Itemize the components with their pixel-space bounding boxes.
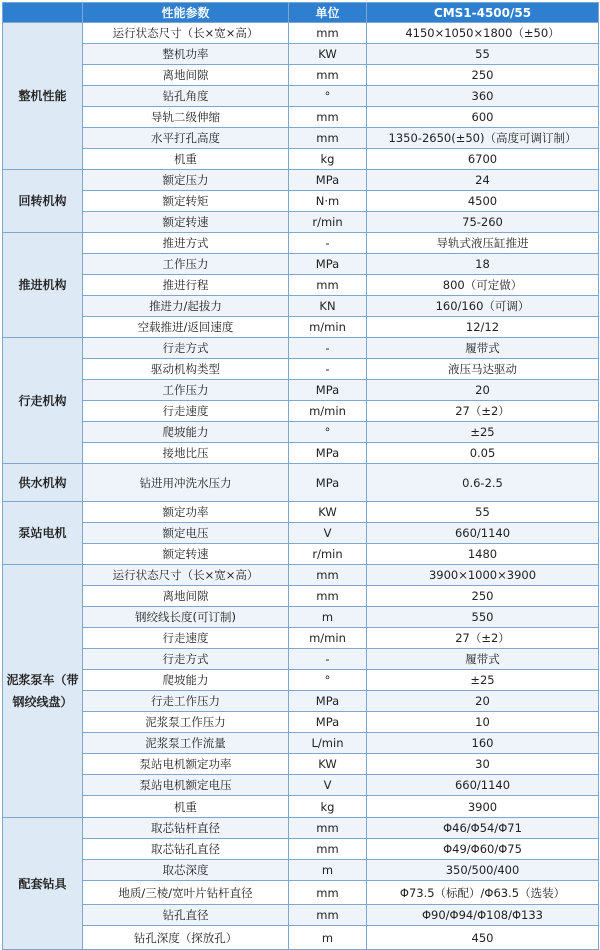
unit-cell: V — [289, 775, 367, 796]
value-cell: 履带式 — [367, 338, 599, 359]
table-row — [3, 649, 599, 670]
header-value: CMS1-4500/55 — [367, 3, 599, 23]
param-cell: 钢绞线长度(可订制) — [83, 607, 289, 628]
value-cell: Φ73.5（标配）/Φ63.5（选装） — [367, 881, 599, 905]
value-cell: Φ90/Φ94/Φ108/Φ133 — [367, 905, 599, 926]
table-row — [3, 380, 599, 401]
table-row — [3, 839, 599, 860]
unit-cell: ° — [289, 422, 367, 443]
table-row — [3, 926, 599, 950]
value-cell: 160/160（可调） — [367, 296, 599, 317]
param-cell: 钻进用冲洗水压力 — [83, 464, 289, 502]
value-cell: 6700 — [367, 149, 599, 170]
value-cell: 75-260 — [367, 212, 599, 233]
group-name: 泵站电机 — [3, 502, 83, 565]
param-cell: 工作压力 — [83, 380, 289, 401]
value-cell: 0.05 — [367, 443, 599, 464]
param-cell: 泵站电机额定电压 — [83, 775, 289, 796]
value-cell: 4500 — [367, 191, 599, 212]
unit-cell: m — [289, 926, 367, 950]
value-cell: 导轨式液压缸推进 — [367, 233, 599, 254]
table-row — [3, 170, 599, 191]
table-row — [3, 359, 599, 380]
unit-cell: mm — [289, 23, 367, 44]
table-row — [3, 254, 599, 275]
param-cell: 泥浆泵工作压力 — [83, 712, 289, 733]
table-row — [3, 775, 599, 796]
value-cell: 10 — [367, 712, 599, 733]
value-cell: Φ49/Φ60/Φ75 — [367, 839, 599, 860]
param-cell: 机重 — [83, 149, 289, 170]
table-row — [3, 905, 599, 926]
group-name: 行走机构 — [3, 338, 83, 464]
table-row — [3, 233, 599, 254]
unit-cell: V — [289, 523, 367, 544]
unit-cell: N·m — [289, 191, 367, 212]
unit-cell: r/min — [289, 544, 367, 565]
param-cell: 运行状态尺寸（长×宽×高） — [83, 565, 289, 586]
value-cell: 550 — [367, 607, 599, 628]
param-cell: 行走方式 — [83, 649, 289, 670]
unit-cell: MPa — [289, 464, 367, 502]
param-cell: 水平打孔高度 — [83, 128, 289, 149]
value-cell: 履带式 — [367, 649, 599, 670]
group-name: 泥浆泵车（带钢绞线盘） — [3, 565, 83, 818]
table-row — [3, 733, 599, 754]
unit-cell: kg — [289, 149, 367, 170]
group-name: 回转机构 — [3, 170, 83, 233]
unit-cell: KW — [289, 754, 367, 775]
param-cell: 推进行程 — [83, 275, 289, 296]
value-cell: 液压马达驱动 — [367, 359, 599, 380]
param-cell: 推进方式 — [83, 233, 289, 254]
unit-cell: - — [289, 338, 367, 359]
value-cell: 350/500/400 — [367, 860, 599, 881]
value-cell: 800（可定做） — [367, 275, 599, 296]
param-cell: 爬坡能力 — [83, 422, 289, 443]
param-cell: 钻孔角度 — [83, 86, 289, 107]
unit-cell: MPa — [289, 712, 367, 733]
unit-cell: MPa — [289, 254, 367, 275]
param-cell: 泵站电机额定功率 — [83, 754, 289, 775]
unit-cell: m/min — [289, 401, 367, 422]
value-cell: 3900×1000×3900 — [367, 565, 599, 586]
value-cell: 18 — [367, 254, 599, 275]
unit-cell: m/min — [289, 628, 367, 649]
table-row — [3, 317, 599, 338]
unit-cell: m — [289, 607, 367, 628]
unit-cell: kg — [289, 796, 367, 818]
value-cell: 20 — [367, 380, 599, 401]
table-row — [3, 881, 599, 905]
unit-cell: MPa — [289, 691, 367, 712]
table-row — [3, 607, 599, 628]
table-row — [3, 44, 599, 65]
value-cell: 250 — [367, 586, 599, 607]
table-row — [3, 691, 599, 712]
param-cell: 机重 — [83, 796, 289, 818]
unit-cell: KW — [289, 44, 367, 65]
unit-cell: MPa — [289, 170, 367, 191]
table-row — [3, 212, 599, 233]
unit-cell: ° — [289, 670, 367, 691]
value-cell: 24 — [367, 170, 599, 191]
param-cell: 额定转速 — [83, 212, 289, 233]
header-param: 性能参数 — [83, 3, 289, 23]
unit-cell: L/min — [289, 733, 367, 754]
table-row — [3, 338, 599, 359]
value-cell: ±25 — [367, 422, 599, 443]
unit-cell: m — [289, 860, 367, 881]
value-cell: 1480 — [367, 544, 599, 565]
param-cell: 空载推进/返回速度 — [83, 317, 289, 338]
param-cell: 导轨二级伸缩 — [83, 107, 289, 128]
param-cell: 行走速度 — [83, 401, 289, 422]
value-cell: 3900 — [367, 796, 599, 818]
group-name: 供水机构 — [3, 464, 83, 502]
param-cell: 额定转矩 — [83, 191, 289, 212]
table-row — [3, 712, 599, 733]
value-cell: 160 — [367, 733, 599, 754]
table-row — [3, 86, 599, 107]
param-cell: 运行状态尺寸（长×宽×高） — [83, 23, 289, 44]
param-cell: 离地间隙 — [83, 65, 289, 86]
table-row — [3, 523, 599, 544]
table-row — [3, 818, 599, 839]
param-cell: 推进力/起拔力 — [83, 296, 289, 317]
value-cell: Φ46/Φ54/Φ71 — [367, 818, 599, 839]
group-name: 整机性能 — [3, 23, 83, 170]
table-row — [3, 65, 599, 86]
unit-cell: mm — [289, 905, 367, 926]
table-row — [3, 754, 599, 775]
unit-cell: KW — [289, 502, 367, 523]
unit-cell: - — [289, 649, 367, 670]
header-category — [3, 3, 83, 23]
unit-cell: MPa — [289, 443, 367, 464]
table-row — [3, 107, 599, 128]
unit-cell: mm — [289, 839, 367, 860]
table-row — [3, 275, 599, 296]
value-cell: 450 — [367, 926, 599, 950]
param-cell: 额定功率 — [83, 502, 289, 523]
table-row — [3, 23, 599, 44]
value-cell: 1350-2650(±50)（高度可调订制） — [367, 128, 599, 149]
unit-cell: - — [289, 359, 367, 380]
param-cell: 取芯深度 — [83, 860, 289, 881]
table-row — [3, 860, 599, 881]
table-row — [3, 544, 599, 565]
param-cell: 钻孔直径 — [83, 905, 289, 926]
unit-cell: mm — [289, 586, 367, 607]
table-row — [3, 128, 599, 149]
table-header — [3, 3, 599, 23]
param-cell: 爬坡能力 — [83, 670, 289, 691]
table-row — [3, 401, 599, 422]
value-cell: 600 — [367, 107, 599, 128]
param-cell: 接地比压 — [83, 443, 289, 464]
value-cell: 660/1140 — [367, 523, 599, 544]
table-row — [3, 443, 599, 464]
param-cell: 额定转速 — [83, 544, 289, 565]
group-name: 配套钻具 — [3, 818, 83, 950]
table-row — [3, 565, 599, 586]
unit-cell: ° — [289, 86, 367, 107]
unit-cell: MPa — [289, 380, 367, 401]
param-cell: 泥浆泵工作流量 — [83, 733, 289, 754]
param-cell: 额定压力 — [83, 170, 289, 191]
value-cell: 55 — [367, 502, 599, 523]
table-row — [3, 464, 599, 502]
param-cell: 取芯钻杆直径 — [83, 818, 289, 839]
value-cell: 55 — [367, 44, 599, 65]
param-cell: 行走速度 — [83, 628, 289, 649]
unit-cell: mm — [289, 881, 367, 905]
table-row — [3, 296, 599, 317]
table-body — [3, 23, 599, 950]
header-unit: 单位 — [289, 3, 367, 23]
table-row — [3, 796, 599, 818]
unit-cell: KN — [289, 296, 367, 317]
table-row — [3, 502, 599, 523]
unit-cell: mm — [289, 275, 367, 296]
unit-cell: mm — [289, 818, 367, 839]
unit-cell: mm — [289, 107, 367, 128]
group-name: 推进机构 — [3, 233, 83, 338]
unit-cell: m/min — [289, 317, 367, 338]
table-row — [3, 422, 599, 443]
value-cell: 27（±2） — [367, 628, 599, 649]
value-cell: 20 — [367, 691, 599, 712]
param-cell: 行走方式 — [83, 338, 289, 359]
value-cell: 360 — [367, 86, 599, 107]
table-row — [3, 191, 599, 212]
table-row — [3, 628, 599, 649]
param-cell: 驱动机构类型 — [83, 359, 289, 380]
param-cell: 额定电压 — [83, 523, 289, 544]
value-cell: 27（±2） — [367, 401, 599, 422]
unit-cell: mm — [289, 565, 367, 586]
param-cell: 整机功率 — [83, 44, 289, 65]
param-cell: 行走工作压力 — [83, 691, 289, 712]
table-row — [3, 670, 599, 691]
unit-cell: - — [289, 233, 367, 254]
param-cell: 地质/三棱/宽叶片钻杆直径 — [83, 881, 289, 905]
value-cell: 30 — [367, 754, 599, 775]
value-cell: 4150×1050×1800（±50） — [367, 23, 599, 44]
value-cell: 12/12 — [367, 317, 599, 338]
table-row — [3, 149, 599, 170]
param-cell: 工作压力 — [83, 254, 289, 275]
value-cell: 0.6-2.5 — [367, 464, 599, 502]
param-cell: 离地间隙 — [83, 586, 289, 607]
unit-cell: r/min — [289, 212, 367, 233]
unit-cell: mm — [289, 65, 367, 86]
value-cell: ±25 — [367, 670, 599, 691]
param-cell: 取芯钻孔直径 — [83, 839, 289, 860]
table-row — [3, 586, 599, 607]
spec-table — [2, 2, 599, 950]
unit-cell: mm — [289, 128, 367, 149]
value-cell: 660/1140 — [367, 775, 599, 796]
param-cell: 钻孔深度（探放孔） — [83, 926, 289, 950]
value-cell: 250 — [367, 65, 599, 86]
